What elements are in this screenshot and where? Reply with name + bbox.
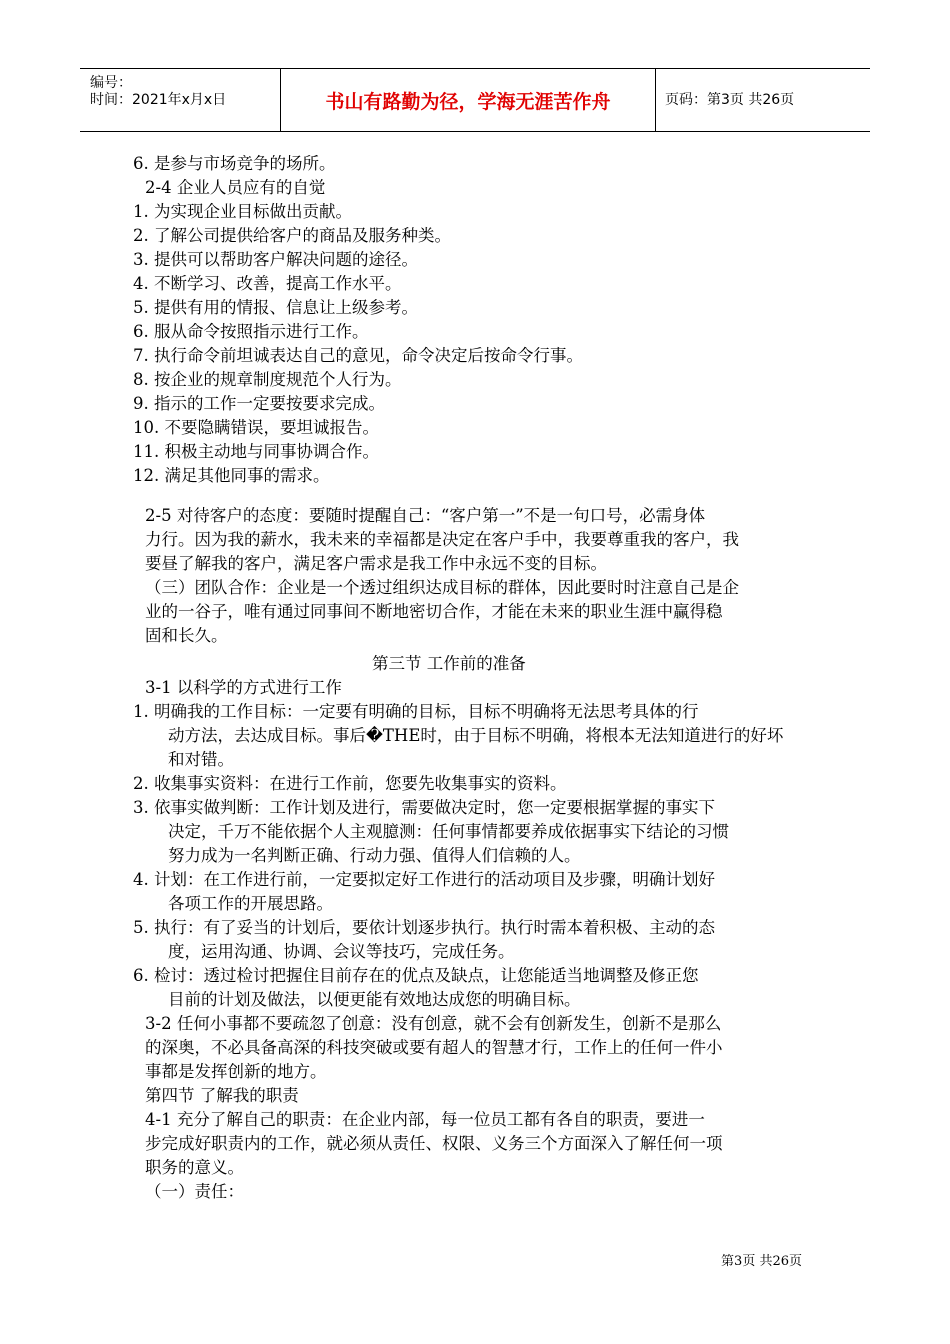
text-line: 努力成为一名判断正确、行动力强、值得人们信赖的人。	[168, 846, 581, 865]
text-line: （一）责任：	[145, 1182, 244, 1201]
text-line: 6. 是参与市场竞争的场所。	[133, 154, 336, 173]
text-line: 3-2 任何小事都不要疏忽了创意：没有创意，就不会有创新发生，创新不是那么	[145, 1014, 722, 1033]
text-line: 8. 按企业的规章制度规范个人行为。	[133, 370, 402, 389]
text-line: 决定，千万不能依据个人主观臆测：任何事情都要养成依据事实下结论的习惯	[168, 822, 729, 841]
text-line: 4. 不断学习、改善，提高工作水平。	[133, 274, 402, 293]
text-line: 11. 积极主动地与同事协调合作。	[133, 442, 379, 461]
text-line: 动方法，去达成目标。事后�THE时，由于目标不明确，将根本无法知道进行的好坏	[168, 726, 784, 745]
motto: 书山有路勤为径，学海无涯苦作舟	[325, 91, 611, 113]
text-line: 4. 计划：在工作进行前，一定要拟定好工作进行的活动项目及步骤，明确计划好	[133, 870, 715, 889]
text-line: 4-1 充分了解自己的职责：在企业内部，每一位员工都有各自的职责，要进一	[145, 1110, 705, 1129]
text-line: 事都是发挥创新的地方。	[145, 1062, 327, 1081]
text-line: 步完成好职责内的工作，就必须从责任、权限、义务三个方面深入了解任何一项	[145, 1134, 723, 1153]
text-line: 3. 提供可以帮助客户解决问题的途径。	[133, 250, 418, 269]
text-line: 6. 检讨：透过检讨把握住目前存在的优点及缺点，让您能适当地调整及修正您	[133, 966, 699, 985]
text-line: 5. 执行：有了妥当的计划后，要依计划逐步执行。执行时需本着积极、主动的态	[133, 918, 715, 937]
text-line: 1. 明确我的工作目标：一定要有明确的目标，目标不明确将无法思考具体的行	[133, 702, 699, 721]
text-line: （三）团队合作：企业是一个透过组织达成目标的群体，因此要时时注意自己是企	[145, 578, 739, 597]
text-line: 第三节 工作前的准备	[372, 654, 526, 673]
text-line: 和对错。	[168, 750, 234, 769]
text-line: 6. 服从命令按照指示进行工作。	[133, 322, 369, 341]
text-line: 的深奥，不必具备高深的科技突破或要有超人的智慧才行，工作上的任何一件小	[145, 1038, 723, 1057]
text-line: 业的一谷子，唯有通过同事间不断地密切合作，才能在未来的职业生涯中赢得稳	[145, 602, 723, 621]
text-line: 要昼了解我的客户，满足客户需求是我工作中永远不变的目标。	[145, 554, 607, 573]
text-line: 1. 为实现企业目标做出贡献。	[133, 202, 352, 221]
header-page-cell	[655, 69, 870, 131]
page-footer: 第3页 共26页	[721, 1254, 802, 1269]
text-line: 2. 收集事实资料：在进行工作前，您要先收集事实的资料。	[133, 774, 567, 793]
text-line: 5. 提供有用的情报、信息让上级参考。	[133, 298, 418, 317]
text-line: 9. 指示的工作一定要按要求完成。	[133, 394, 385, 413]
text-line: 第四节 了解我的职责	[145, 1086, 299, 1105]
page-header	[80, 68, 870, 132]
text-line: 2-5 对待客户的态度：要随时提醒自己：“客户第一”不是一句口号，必需身体	[145, 506, 706, 525]
text-line: 各项工作的开展思路。	[168, 894, 333, 913]
text-line: 力行。因为我的薪水，我未来的幸福都是决定在客户手中，我要尊重我的客户，我	[145, 530, 739, 549]
serial-label: 编号：	[90, 75, 132, 91]
text-line: 职务的意义。	[145, 1158, 244, 1177]
page-label: 页码：第3页 共26页	[665, 92, 795, 108]
text-line: 固和长久。	[145, 626, 228, 645]
text-line: 2-4 企业人员应有的自觉	[145, 178, 326, 197]
text-line: 目前的计划及做法，以便更能有效地达成您的明确目标。	[168, 990, 581, 1009]
text-line: 2. 了解公司提供给客户的商品及服务种类。	[133, 226, 451, 245]
time-label: 时间：2021年x月x日	[90, 92, 227, 108]
text-line: 3. 依事实做判断：工作计划及进行，需要做决定时，您一定要根据掌握的事实下	[133, 798, 715, 817]
text-line: 10. 不要隐瞒错误，要坦诚报告。	[133, 418, 379, 437]
text-line: 度，运用沟通、协调、会议等技巧，完成任务。	[168, 942, 515, 961]
header-meta	[80, 69, 280, 131]
text-line: 12. 满足其他同事的需求。	[133, 466, 330, 485]
header-motto-cell	[280, 69, 656, 131]
text-line: 7. 执行命令前坦诚表达自己的意见，命令决定后按命令行事。	[133, 346, 583, 365]
text-line: 3-1 以科学的方式进行工作	[145, 678, 342, 697]
